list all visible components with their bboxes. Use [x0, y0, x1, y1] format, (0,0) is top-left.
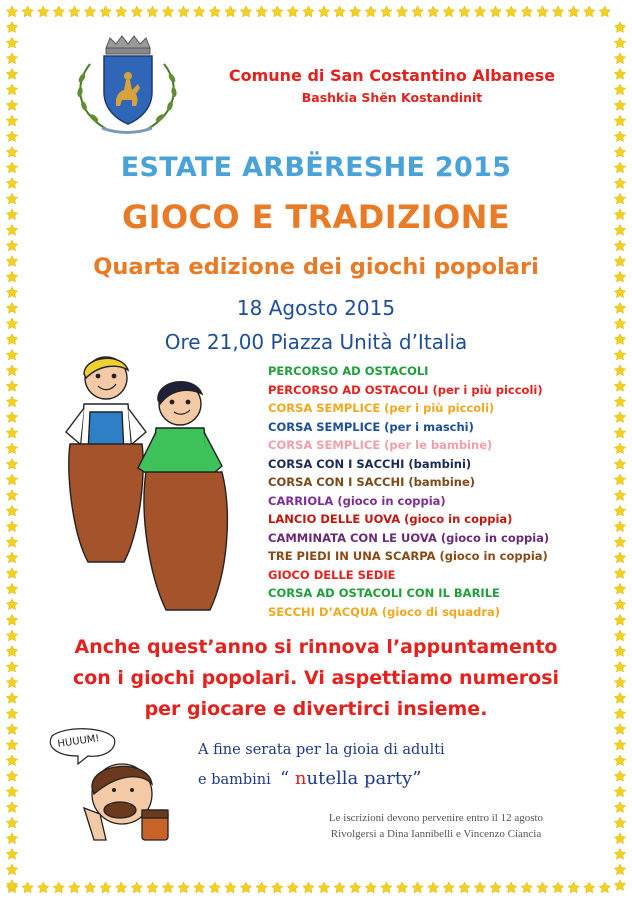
border-star-icon: [6, 474, 17, 485]
comune-title: Comune di San Costantino Albanese: [228, 66, 556, 85]
border-star-icon: [6, 770, 17, 781]
appeal-line-3: per giocare e divertirci insieme.: [144, 698, 488, 720]
border-star-icon: [6, 848, 17, 859]
border-star-icon: [614, 817, 625, 828]
border-star-icon: [6, 536, 17, 547]
border-star-icon: [459, 882, 470, 893]
border-star-icon: [22, 6, 33, 17]
appeal-line-2: con i giochi popolari. Vi aspettiamo numerosi: [72, 667, 560, 689]
border-star-icon: [614, 614, 625, 625]
nutella-n: n: [294, 768, 307, 789]
border-star-icon: [614, 396, 625, 407]
border-star-icon: [459, 6, 470, 17]
border-star-icon: [6, 53, 17, 64]
border-star-icon: [412, 6, 423, 17]
border-star-icon: [115, 6, 126, 17]
border-star-icon: [490, 6, 501, 17]
game-item: CORSA AD OSTACOLI CON IL BARILE: [268, 586, 500, 600]
border-star-icon: [614, 583, 625, 594]
border-star-icon: [131, 6, 142, 17]
border-star-icon: [6, 833, 17, 844]
border-star-icon: [412, 882, 423, 893]
border-star-icon: [614, 240, 625, 251]
border-star-icon: [537, 6, 548, 17]
game-item: CORSA CON I SACCHI (bambine): [268, 475, 475, 489]
game-item: CAMMINATA CON LE UOVA (gioco in coppia): [268, 530, 550, 545]
border-star-icon: [6, 880, 17, 891]
border-star-icon: [303, 6, 314, 17]
border-star-icon: [6, 365, 17, 376]
border-star-icon: [6, 739, 17, 750]
border-star-icon: [100, 882, 111, 893]
border-star-icon: [583, 6, 594, 17]
border-star-icon: [6, 521, 17, 532]
border-star-icon: [193, 882, 204, 893]
border-star-icon: [178, 882, 189, 893]
speech-bubble-text: HUUUM!: [56, 733, 101, 750]
border-star-icon: [6, 100, 17, 111]
border-star-icon: [614, 833, 625, 844]
border-star-icon: [552, 6, 563, 17]
border-star-icon: [84, 882, 95, 893]
border-star-icon: [100, 6, 111, 17]
border-star-icon: [614, 427, 625, 438]
nutella-kid-illustration: [44, 728, 184, 846]
border-star-icon: [53, 6, 64, 17]
border-star-icon: [537, 882, 548, 893]
border-star-icon: [614, 864, 625, 875]
border-star-icon: [396, 882, 407, 893]
border-star-icon: [365, 6, 376, 17]
border-star-icon: [614, 380, 625, 391]
border-star-icon: [318, 882, 329, 893]
border-star-icon: [614, 755, 625, 766]
border-star-icon: [614, 458, 625, 469]
border-star-icon: [614, 490, 625, 501]
event-date: 18 Agosto 2015: [236, 296, 396, 320]
border-star-icon: [6, 817, 17, 828]
border-star-icon: [614, 786, 625, 797]
border-star-icon: [614, 739, 625, 750]
border-star-icon: [490, 882, 501, 893]
border-star-icon: [147, 6, 158, 17]
border-star-icon: [505, 882, 516, 893]
border-star-icon: [614, 412, 625, 423]
border-star-icon: [614, 365, 625, 376]
border-star-icon: [209, 6, 220, 17]
border-star-icon: [427, 6, 438, 17]
border-star-icon: [225, 6, 236, 17]
border-star-icon: [614, 22, 625, 33]
border-star-icon: [131, 882, 142, 893]
border-star-icon: [6, 614, 17, 625]
border-star-icon: [334, 882, 345, 893]
border-star-icon: [614, 770, 625, 781]
border-star-icon: [614, 724, 625, 735]
border-star-icon: [6, 583, 17, 594]
game-item: GIOCO DELLE SEDIE: [268, 567, 396, 582]
appeal-text: [0, 632, 632, 725]
border-star-icon: [568, 6, 579, 17]
game-item: LANCIO DELLE UOVA (gioco in coppia): [268, 512, 513, 526]
border-star-icon: [614, 131, 625, 142]
border-star-icon: [84, 6, 95, 17]
border-star-icon: [614, 37, 625, 48]
border-star-icon: [178, 6, 189, 17]
border-star-icon: [6, 568, 17, 579]
border-star-icon: [53, 882, 64, 893]
border-star-icon: [474, 882, 485, 893]
border-star-icon: [6, 786, 17, 797]
registration-deadline: Le iscrizioni devono pervenire entro il 12 agosto: [328, 812, 544, 824]
nutella-rest: utella party: [306, 768, 413, 789]
border-star-icon: [6, 755, 17, 766]
border-star-icon: [6, 396, 17, 407]
nutella-party-line: [198, 768, 538, 789]
border-star-icon: [6, 443, 17, 454]
end-of-evening-line: A fine serata per la gioia di adulti: [198, 742, 445, 758]
border-star-icon: [381, 6, 392, 17]
border-star-icon: [6, 599, 17, 610]
border-star-icon: [443, 6, 454, 17]
game-item: CARRIOLA (gioco in coppia): [268, 493, 446, 508]
games-list: [268, 362, 568, 621]
border-star-icon: [6, 412, 17, 423]
border-star-icon: [287, 882, 298, 893]
fine-prefix: e bambini: [198, 772, 271, 788]
border-star-icon: [599, 882, 610, 893]
border-star-icon: [271, 6, 282, 17]
border-star-icon: [614, 474, 625, 485]
kids-sack-race-illustration: [62, 352, 260, 620]
main-title: GIOCO E TRADIZIONE: [121, 198, 511, 236]
border-star-icon: [6, 458, 17, 469]
border-star-icon: [22, 882, 33, 893]
event-series-title: ESTATE ARBËRESHE 2015: [120, 152, 512, 183]
border-star-icon: [162, 882, 173, 893]
border-star-icon: [614, 521, 625, 532]
border-star-icon: [69, 6, 80, 17]
border-star-icon: [614, 68, 625, 79]
game-item: CORSA SEMPLICE (per le bambine): [268, 438, 493, 452]
game-item: CORSA CON I SACCHI (bambini): [268, 456, 472, 471]
border-star-icon: [256, 882, 267, 893]
border-star-icon: [162, 6, 173, 17]
border-star-icon: [334, 6, 345, 17]
border-star-icon: [474, 6, 485, 17]
border-star-icon: [614, 568, 625, 579]
border-star-icon: [614, 53, 625, 64]
border-star-icon: [614, 880, 625, 891]
game-item: TRE PIEDI IN UNA SCARPA (gioco in coppia): [268, 549, 548, 563]
registration-info: [300, 810, 572, 842]
border-star-icon: [6, 427, 17, 438]
border-star-icon: [6, 864, 17, 875]
border-star-icon: [614, 802, 625, 813]
game-item: PERCORSO AD OSTACOLI (per i più piccoli): [268, 382, 543, 397]
border-star-icon: [614, 115, 625, 126]
border-star-icon: [318, 6, 329, 17]
border-star-icon: [6, 240, 17, 251]
border-star-icon: [614, 84, 625, 95]
border-star-icon: [37, 6, 48, 17]
border-star-icon: [614, 599, 625, 610]
border-star-icon: [583, 882, 594, 893]
border-star-icon: [396, 6, 407, 17]
event-time-place: Ore 21,00 Piazza Unità d’Italia: [164, 330, 468, 354]
border-star-icon: [614, 848, 625, 859]
border-star-icon: [521, 6, 532, 17]
border-star-icon: [6, 131, 17, 142]
border-star-icon: [193, 6, 204, 17]
game-item: PERCORSO AD OSTACOLI: [268, 364, 429, 378]
border-star-icon: [505, 6, 516, 17]
border-star-icon: [287, 6, 298, 17]
border-star-icon: [209, 882, 220, 893]
quote-open: “: [279, 768, 290, 789]
border-star-icon: [271, 882, 282, 893]
border-star-icon: [6, 68, 17, 79]
quote-close: ”: [412, 768, 422, 789]
border-star-icon: [6, 380, 17, 391]
border-star-icon: [521, 882, 532, 893]
border-star-icon: [614, 443, 625, 454]
border-star-icon: [365, 882, 376, 893]
border-star-icon: [349, 882, 360, 893]
border-star-icon: [6, 37, 17, 48]
border-star-icon: [6, 115, 17, 126]
border-star-icon: [614, 100, 625, 111]
border-star-icon: [349, 6, 360, 17]
game-item: SECCHI D’ACQUA (gioco di squadra): [268, 604, 501, 619]
game-item: CORSA SEMPLICE (per i maschi): [268, 419, 474, 434]
border-star-icon: [599, 6, 610, 17]
border-star-icon: [225, 882, 236, 893]
border-star-icon: [614, 505, 625, 516]
border-star-icon: [37, 882, 48, 893]
border-star-icon: [6, 802, 17, 813]
edition-subtitle: Quarta edizione dei giochi popolari: [93, 254, 539, 280]
border-star-icon: [6, 505, 17, 516]
border-star-icon: [6, 6, 17, 17]
border-star-icon: [381, 882, 392, 893]
border-star-icon: [69, 882, 80, 893]
border-star-icon: [240, 6, 251, 17]
coat-of-arms-icon: [68, 34, 186, 138]
border-star-icon: [115, 882, 126, 893]
border-star-icon: [6, 552, 17, 563]
border-star-icon: [614, 536, 625, 547]
appeal-line-1: Anche quest’anno si rinnova l’appuntamento: [74, 636, 558, 658]
border-star-icon: [6, 724, 17, 735]
border-star-icon: [147, 882, 158, 893]
border-star-icon: [6, 84, 17, 95]
border-star-icon: [614, 552, 625, 563]
border-star-icon: [552, 882, 563, 893]
nutella-party-label: [280, 768, 421, 789]
border-star-icon: [6, 490, 17, 501]
border-star-icon: [6, 22, 17, 33]
border-star-icon: [443, 882, 454, 893]
border-star-icon: [568, 882, 579, 893]
border-star-icon: [303, 882, 314, 893]
border-star-icon: [256, 6, 267, 17]
registration-contacts: Rivolgersi a Dina Iannibelli e Vincenzo Ciancia: [330, 828, 542, 840]
game-item: CORSA SEMPLICE (per i più piccoli): [268, 401, 495, 415]
border-star-icon: [240, 882, 251, 893]
bashkia-subtitle: Bashkia Shën Kostandinit: [301, 90, 483, 105]
border-star-icon: [427, 882, 438, 893]
